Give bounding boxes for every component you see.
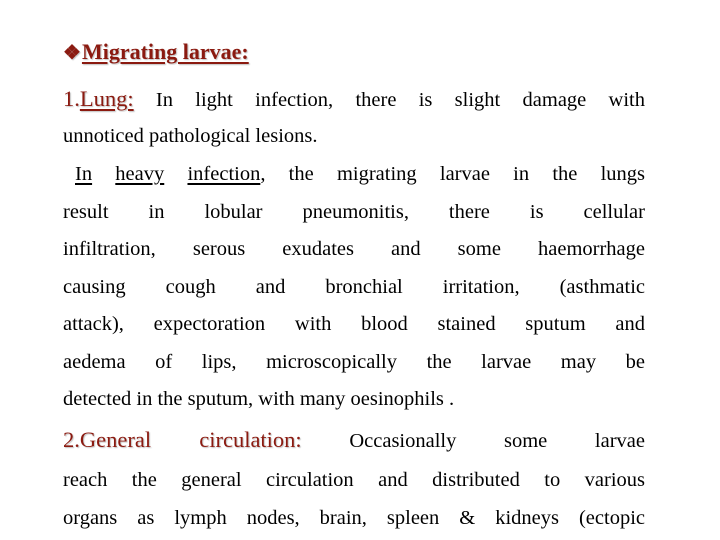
lung-word-infection: infection [187,163,261,185]
lung-line-4: result in lobular pneumonitis, there is cellular [63,201,645,223]
lung-line-8: aedema of lips, microscopically the larvae may be [63,351,645,373]
lung-line-5: infiltration, serous exudates and some haemorrhage [63,238,645,260]
lung-word-heavy: heavy [115,163,165,185]
lung-infection-phrase [187,163,645,185]
lung-line-3-rest: , the migrating larvae in the lungs [260,163,646,185]
diamond-bullet-icon: ❖ [63,42,81,64]
general-line-3: organs as lymph nodes, brain, spleen & kidneys (ectopic [63,507,645,529]
section-heading [63,40,645,65]
general-line-1-text: Occasionally some larvae [349,430,645,452]
lung-line-1-text: In light infection, there is slight damage with [155,89,646,111]
lung-line-7: attack), expectoration with blood stained sputum and [63,313,645,335]
lung-line-1 [63,87,645,112]
general-label: 2.General circulation: [63,427,302,452]
section-title: Migrating larvae: [81,39,249,64]
lung-word-in: In [75,163,93,185]
lung-label-number: 1. [63,86,80,111]
lung-label-word: Lung: [79,86,134,111]
lung-line-2: unnoticed pathological lesions. [63,125,318,147]
lung-line-3 [75,162,645,186]
lung-line-9: detected in the sputum, with many oesinophils . [63,388,455,410]
lung-label [63,86,134,111]
general-line-1 [63,428,645,453]
general-line-2: reach the general circulation and distributed to various [63,469,645,491]
lung-line-6: causing cough and bronchial irritation, (asthmatic [63,276,645,298]
